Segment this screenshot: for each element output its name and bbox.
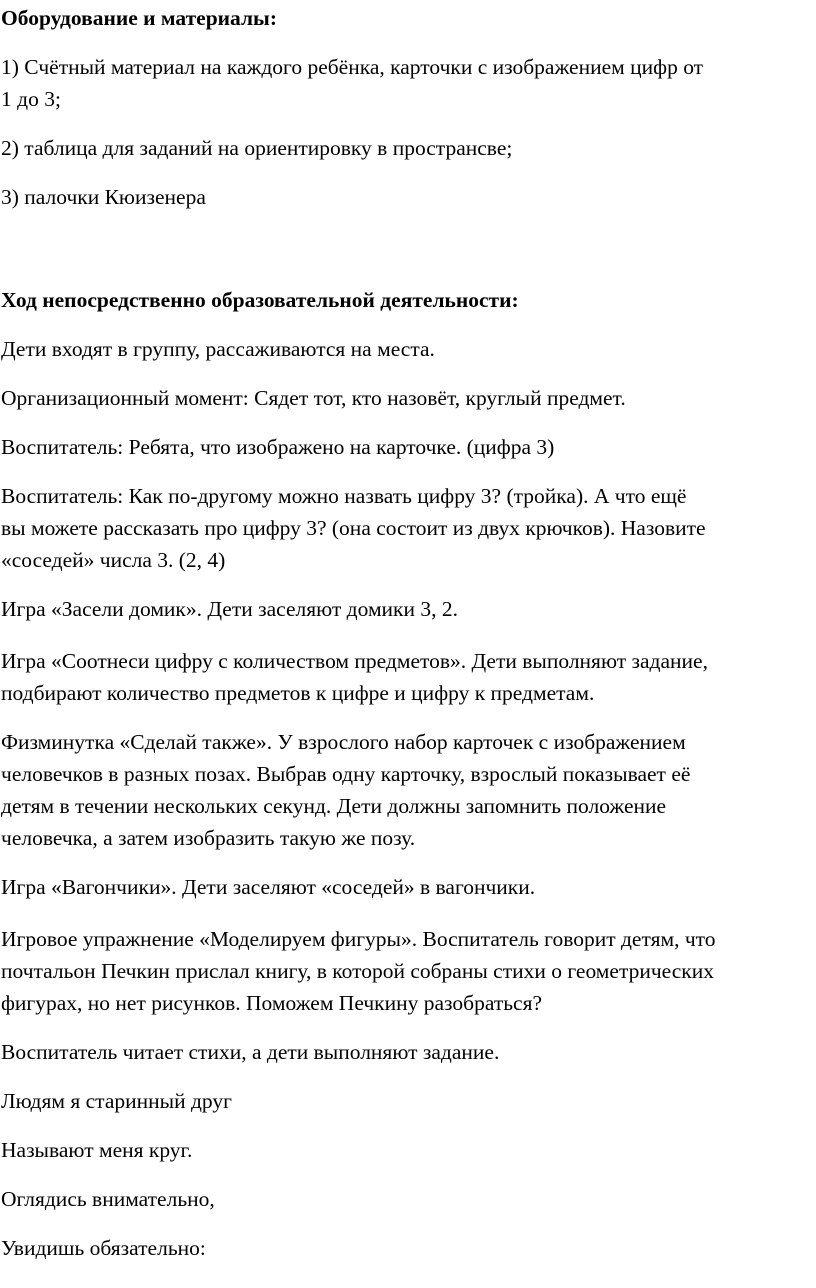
poem-line-1: Людям я старинный друг (1, 1089, 232, 1113)
equipment-item-1-line-1: 1) Счётный материал на каждого ребёнка, карточки с изображением цифр от (1, 55, 704, 79)
paragraph-game-wagons: Игра «Вагончики». Дети заселяют «соседей» в вагончики. (1, 875, 536, 899)
paragraph-teacher-digit-line-2: вы можете рассказать про цифру 3? (она состоит из двух крючков). Назовите (1, 516, 706, 540)
paragraph-game-house: Игра «Засели домик». Дети заселяют домики 3, 2. (1, 597, 459, 621)
paragraph-modeling-line-1: Игровое упражнение «Моделируем фигуры». Воспитатель говорит детям, что (1, 927, 716, 951)
paragraph-teacher-reads: Воспитатель читает стихи, а дети выполняют задание. (1, 1040, 500, 1064)
poem-line-3: Оглядись внимательно, (1, 1187, 215, 1211)
paragraph-organizational-moment: Организационный момент: Сядет тот, кто назовёт, круглый предмет. (1, 386, 626, 410)
paragraph-children-enter: Дети входят в группу, рассаживаются на места. (1, 337, 435, 361)
paragraph-modeling-line-3: фигурах, но нет рисунков. Поможем Печкину разобраться? (1, 991, 542, 1015)
equipment-item-2: 2) таблица для заданий на ориентировку в пространсве; (1, 136, 513, 160)
paragraph-exercise-line-3: детям в течении нескольких секунд. Дети должны запомнить положение (1, 794, 667, 818)
paragraph-teacher-digit-line-3: «соседей» числа 3. (2, 4) (1, 548, 226, 572)
activity-heading: Ход непосредственно образовательной деятельности: (1, 288, 519, 312)
paragraph-exercise-line-4: человечка, а затем изобразить такую же позу. (1, 826, 416, 850)
paragraph-teacher-digit-line-1: Воспитатель: Как по-другому можно назвать цифру 3? (тройка). А что ещё (1, 484, 687, 508)
equipment-item-3: 3) палочки Кюизенера (1, 185, 206, 209)
poem-line-4: Увидишь обязательно: (1, 1236, 206, 1260)
paragraph-teacher-card: Воспитатель: Ребята, что изображено на карточке. (цифра 3) (1, 435, 555, 459)
poem-line-2: Называют меня круг. (1, 1138, 193, 1162)
paragraph-game-match-line-1: Игра «Соотнеси цифру с количеством предметов». Дети выполняют задание, (1, 649, 708, 673)
equipment-heading: Оборудование и материалы: (1, 6, 278, 30)
equipment-item-1-line-2: 1 до 3; (1, 87, 61, 111)
paragraph-exercise-line-1: Физминутка «Сделай также». У взрослого набор карточек с изображением (1, 730, 686, 754)
paragraph-game-match-line-2: подбирают количество предметов к цифре и цифру к предметам. (1, 681, 595, 705)
paragraph-exercise-line-2: человечков в разных позах. Выбрав одну карточку, взрослый показывает её (1, 762, 691, 786)
paragraph-modeling-line-2: почтальон Печкин прислал книгу, в которой собраны стихи о геометрических (1, 959, 714, 983)
